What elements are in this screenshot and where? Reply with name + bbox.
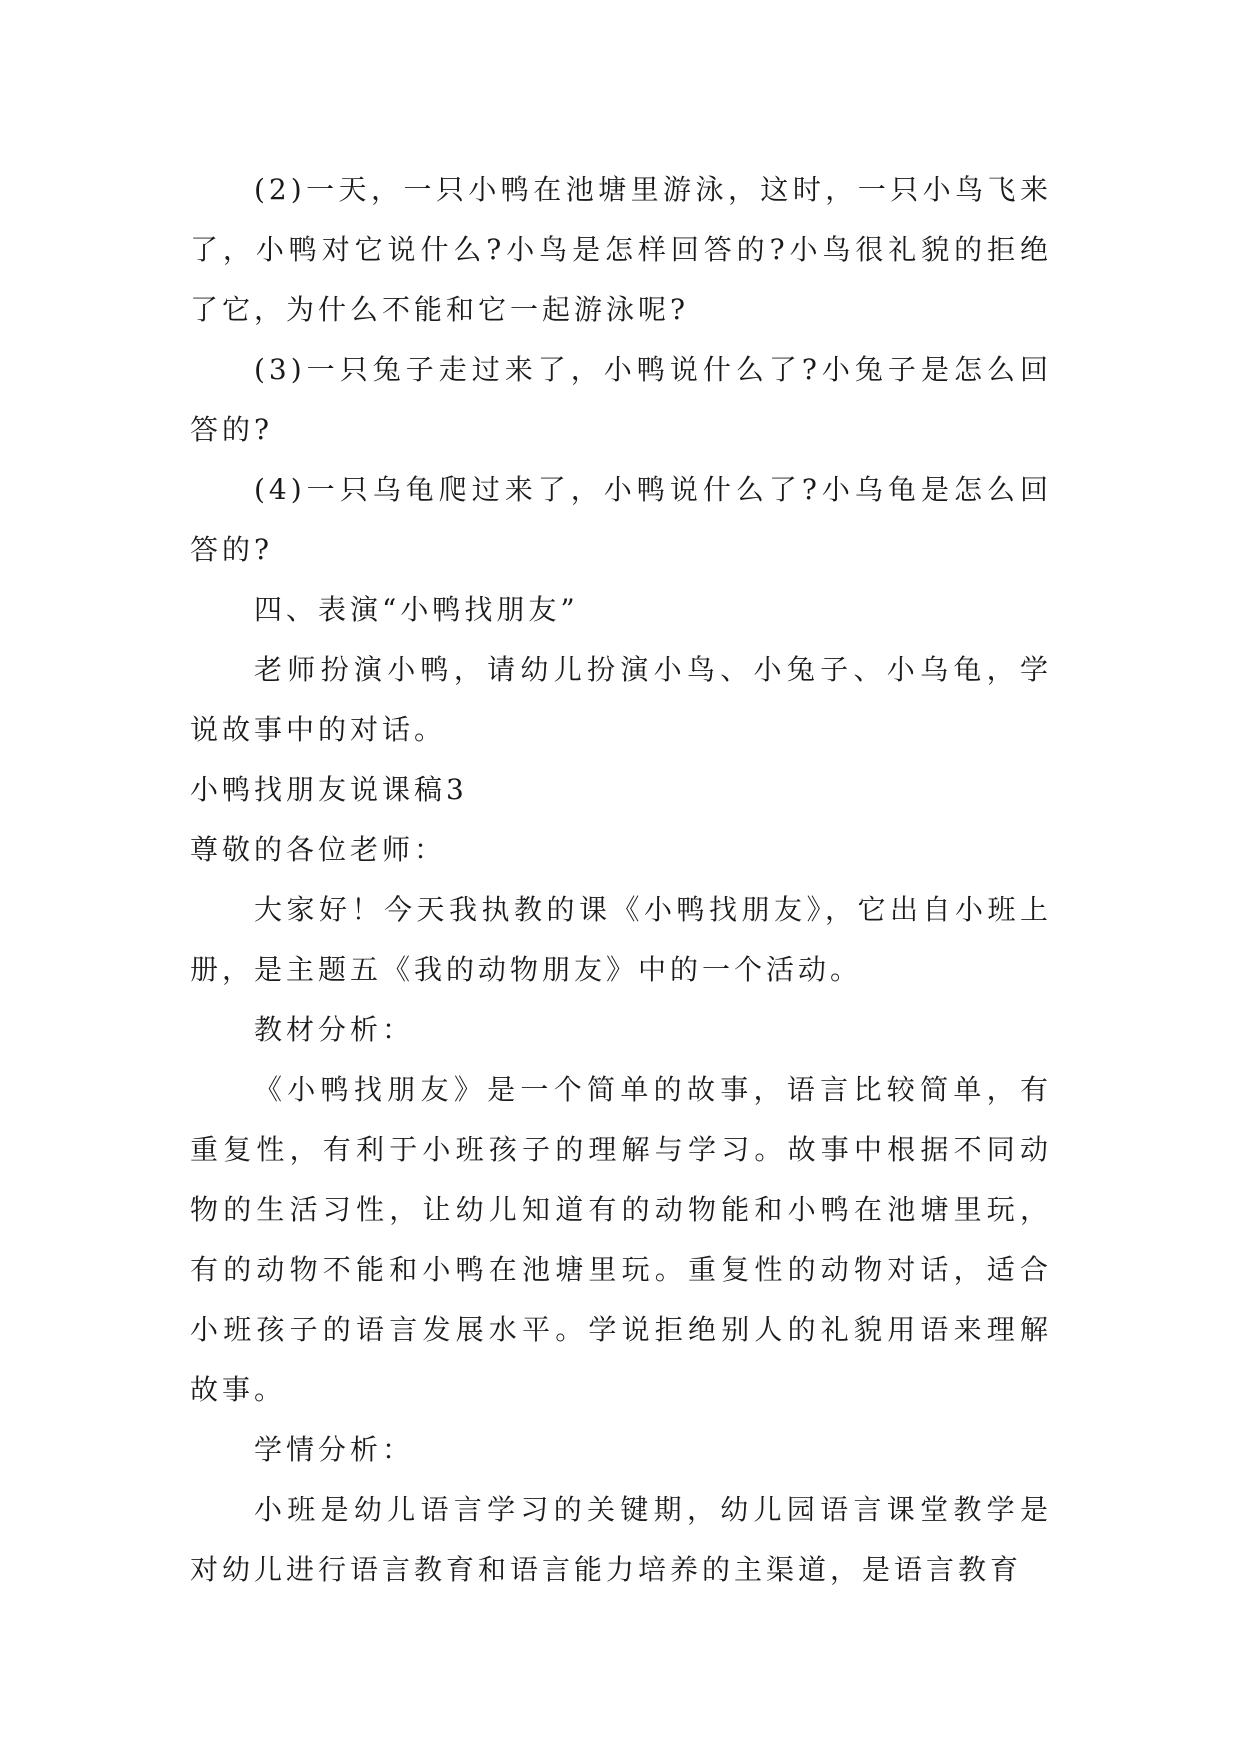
heading-learner-analysis: 学情分析： bbox=[254, 1433, 415, 1466]
paragraph-introduction: 大家好！今天我执教的课《小鸭找朋友》，它出自小班上册，是主题五《我的动物朋友》中的一个活动。 bbox=[190, 893, 1052, 986]
paragraph-material-analysis: 《小鸭找朋友》是一个简单的故事，语言比较简单，有重复性，有利于小班孩子的理解与学习。故事中根据不同动物的生活习性，让幼儿知道有的动物能和小鸭在池塘里玩，有的动物不能和小鸭在池塘里玩。重复性的动物对话，适合小班孩子的语言发展水平。学说拒绝别人的礼貌用语来理解故事。 bbox=[190, 1073, 1052, 1406]
paragraph-step-4: (4)一只乌龟爬过来了，小鸭说什么了?小乌龟是怎么回答的? bbox=[190, 473, 1052, 566]
document-body bbox=[190, 160, 1052, 1600]
salutation: 尊敬的各位老师： bbox=[190, 833, 447, 866]
heading-material-analysis: 教材分析： bbox=[254, 1013, 415, 1046]
document-title: 小鸭找朋友说课稿3 bbox=[190, 773, 468, 806]
paragraph-step-3: (3)一只兔子走过来了，小鸭说什么了?小兔子是怎么回答的? bbox=[190, 353, 1052, 446]
paragraph-step-2: (2)一天，一只小鸭在池塘里游泳，这时，一只小鸟飞来了，小鸭对它说什么?小鸟是怎样回答的?小鸟很礼貌的拒绝了它，为什么不能和它一起游泳呢? bbox=[190, 173, 1052, 326]
paragraph-performance-desc: 老师扮演小鸭，请幼儿扮演小鸟、小兔子、小乌龟，学说故事中的对话。 bbox=[190, 653, 1052, 746]
paragraph-learner-analysis: 小班是幼儿语言学习的关键期，幼儿园语言课堂教学是对幼儿进行语言教育和语言能力培养的主渠道，是语言教育 bbox=[190, 1493, 1052, 1586]
section-heading-performance: 四、表演“小鸭找朋友” bbox=[254, 593, 579, 626]
